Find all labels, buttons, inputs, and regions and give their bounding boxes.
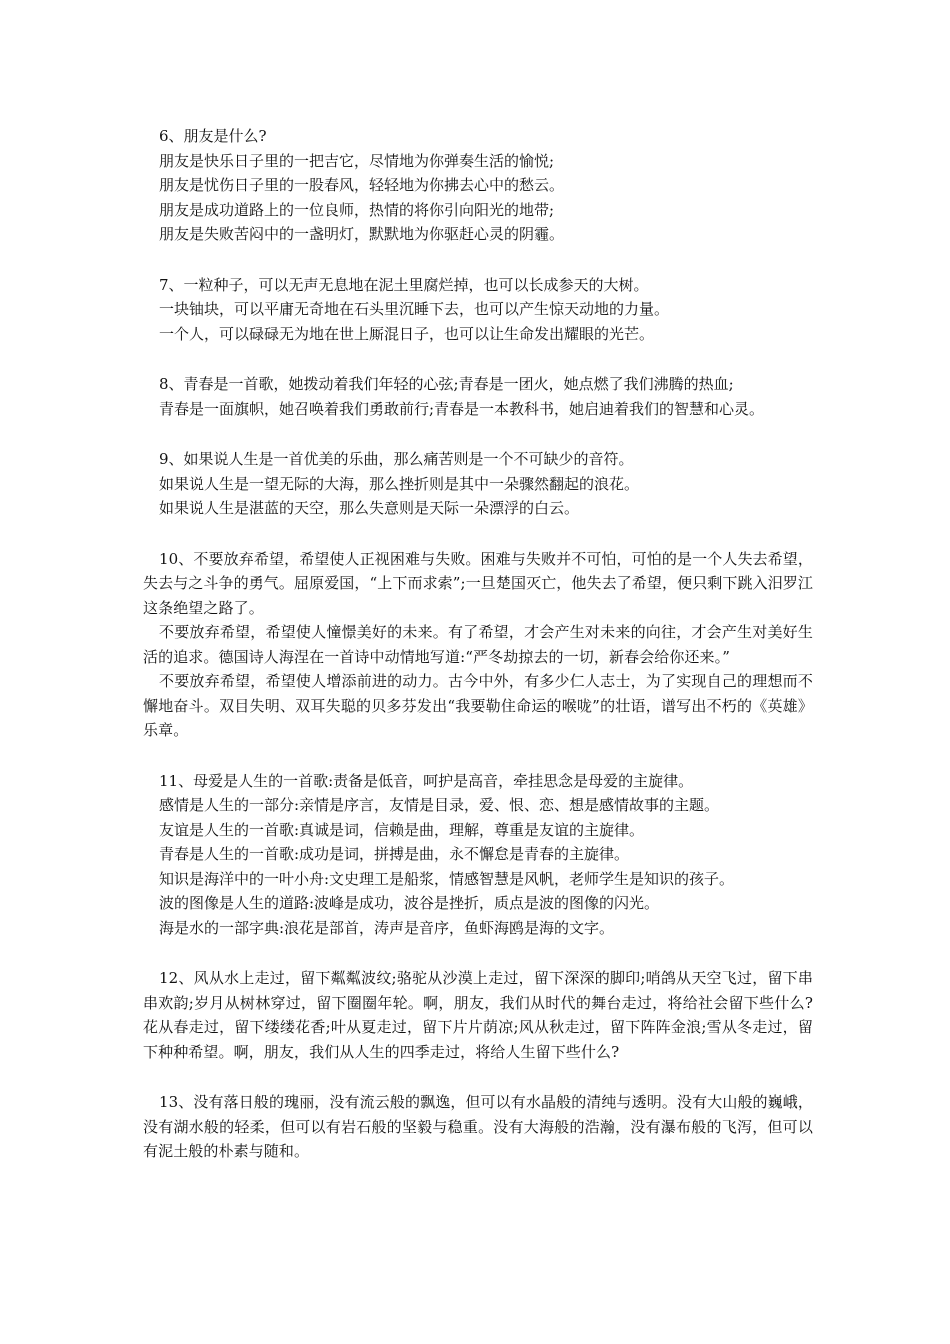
text-line: 青春是一面旗帜，她召唤着我们勇敢前行;青春是一本教科书，她启迪着我们的智慧和心灵。: [159, 399, 765, 418]
section-13: [143, 1090, 813, 1164]
text-line: 海是水的一部字典:浪花是部首，涛声是音序，鱼虾海鸥是海的文字。: [159, 918, 615, 937]
text-line: 一个人，可以碌碌无为地在世上厮混日子，也可以让生命发出耀眼的光芒。: [159, 324, 655, 343]
document-body: [143, 124, 813, 1190]
paragraph: 10、不要放弃希望，希望使人正视困难与失败。困难与失败并不可怕，可怕的是一个人失去希望，失去与之斗争的勇气。屈原爱国，“上下而求索”;一旦楚国灭亡，他失去了希望，便只剩下跳入汨罗江这条绝望之路了。: [143, 549, 813, 617]
text-line: 朋友是快乐日子里的一把吉它，尽情地为你弹奏生活的愉悦;: [159, 151, 555, 170]
section-heading: 8、青春是一首歌，她拨动着我们年轻的心弦;青春是一团火，她点燃了我们沸腾的热血;: [159, 375, 734, 393]
section-7: [143, 273, 813, 347]
section-8: [143, 372, 813, 421]
section-12: [143, 966, 813, 1064]
text-line: 感情是人生的一部分:亲情是序言，友情是目录，爱、恨、恋、想是感情故事的主题。: [159, 796, 720, 814]
section-11: [143, 769, 813, 941]
paragraph: 13、没有落日般的瑰丽，没有流云般的飘逸，但可以有水晶般的清纯与透明。没有大山般的巍峨，没有湖水般的轻柔，但可以有岩石般的坚毅与稳重。没有大海般的浩瀚，没有瀑布般的飞泻，但可以有泥土般的朴素与随和。: [143, 1093, 813, 1160]
section-heading: 11、母爱是人生的一首歌:责备是低音，呵护是高音，牵挂思念是母爱的主旋律。: [159, 771, 694, 790]
paragraph: 不要放弃希望，希望使人增添前进的动力。古今中外，有多少仁人志士，为了实现自己的理想而不懈地奋斗。双目失明、双耳失聪的贝多芬发出“我要勒住命运的喉咙”的壮语，谱写出不朽的《英雄》乐章。: [143, 672, 813, 739]
paragraph: 不要放弃希望，希望使人憧憬美好的未来。有了希望，才会产生对未来的向往，才会产生对美好生活的追求。德国诗人海涅在一首诗中动情地写道:“严冬劫掠去的一切，新春会给你还来。”: [143, 623, 813, 666]
section-10: [143, 547, 813, 743]
text-line: 朋友是成功道路上的一位良师，热情的将你引向阳光的地带;: [159, 200, 555, 219]
section-heading: 6、朋友是什么?: [159, 127, 267, 145]
text-line: 知识是海洋中的一叶小舟:文史理工是船浆，情感智慧是风帆，老师学生是知识的孩子。: [159, 869, 735, 888]
text-line: 如果说人生是湛蓝的天空，那么失意则是天际一朵漂浮的白云。: [159, 499, 580, 517]
text-line: 如果说人生是一望无际的大海，那么挫折则是其中一朵骤然翻起的浪花。: [159, 474, 640, 493]
text-line: 青春是人生的一首歌:成功是词，拼搏是曲，永不懈怠是青春的主旋律。: [159, 845, 630, 863]
text-line: 一块铀块，可以平庸无奇地在石头里沉睡下去，也可以产生惊天动地的力量。: [159, 300, 670, 318]
text-line: 朋友是忧伤日子里的一股春风，轻轻地为你拂去心中的愁云。: [159, 176, 565, 194]
paragraph: 12、风从水上走过，留下粼粼波纹;骆驼从沙漠上走过，留下深深的脚印;哨鸽从天空飞过，留下串串欢韵;岁月从树林穿过，留下圈圈年轮。啊，朋友，我们从时代的舞台走过，将给社会留下些什么?花从春走过，留下缕缕花香;叶从夏走过，留下片片荫凉;风从秋走过，留下阵阵金浪;雪从冬走过，留下种种希望。啊，朋友，我们从人生的四季走过，将给人生留下些什么?: [143, 969, 813, 1061]
section-9: [143, 447, 813, 521]
text-line: 朋友是失败苦闷中的一盏明灯，默默地为你驱赶心灵的阴霾。: [159, 225, 565, 243]
text-line: 波的图像是人生的道路:波峰是成功，波谷是挫折，质点是波的图像的闪光。: [159, 894, 660, 912]
text-line: 友谊是人生的一首歌:真诚是词，信赖是曲，理解，尊重是友谊的主旋律。: [159, 820, 645, 839]
section-heading: 9、如果说人生是一首优美的乐曲，那么痛苦则是一个不可缺少的音符。: [159, 450, 634, 468]
section-6: [143, 124, 813, 247]
section-heading: 7、一粒种子，可以无声无息地在泥土里腐烂掉，也可以长成参天的大树。: [159, 275, 649, 294]
